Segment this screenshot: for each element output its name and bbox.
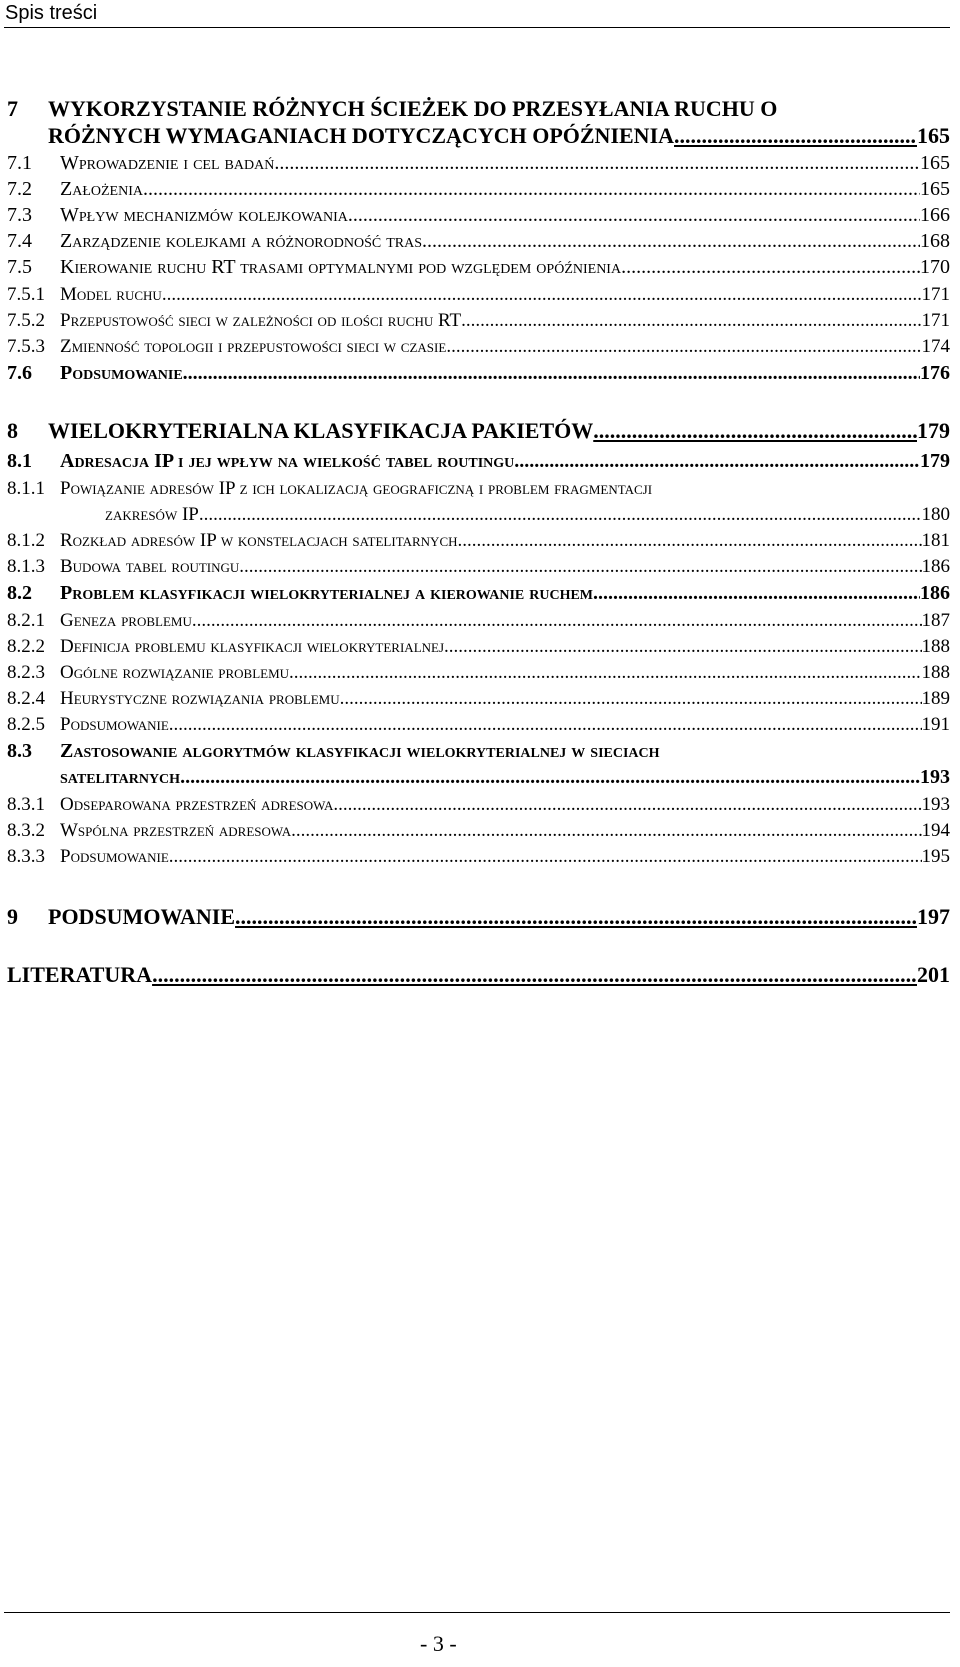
toc-number: 9 [7, 904, 18, 929]
toc-number: 8.3 [7, 740, 32, 762]
toc-title: Heurystyczne rozwiązania problemu [60, 688, 340, 709]
toc-leader [422, 228, 920, 254]
toc-number: 8.2 [7, 582, 32, 604]
toc-number: 8.3.3 [7, 846, 45, 867]
toc-title: Wprowadzenie i cel badań [60, 152, 275, 174]
toc-leader [674, 121, 917, 151]
toc-entry-literatura[interactable] [0, 960, 960, 990]
toc-page: 188 [921, 662, 950, 683]
toc-title: LITERATURA [7, 962, 153, 987]
toc-number: 8 [7, 418, 18, 443]
toc-title: Zarządzenie kolejkami a różnorodność tras [60, 230, 422, 252]
toc-page: 174 [921, 336, 950, 357]
toc-page: 179 [920, 450, 950, 472]
toc-leader [621, 254, 920, 280]
toc-number: 7.6 [7, 362, 32, 384]
toc-number: 8.2.2 [7, 636, 45, 657]
toc-page: 201 [917, 962, 950, 987]
toc-title: Rozkład adresów IP w konstelacjach satelitarnych [60, 530, 458, 551]
toc-number: 7.5.3 [7, 336, 45, 357]
toc-title: Geneza problemu [60, 610, 192, 631]
toc-leader [333, 792, 921, 818]
toc-number: 8.2.3 [7, 662, 45, 683]
toc-page: 166 [920, 204, 950, 226]
toc-title: Zmienność topologii i przepustowości sieci w czasie [60, 336, 447, 357]
toc-number: 8.3.2 [7, 820, 45, 841]
toc-leader [291, 818, 921, 844]
toc-entry-9[interactable] [0, 902, 960, 932]
toc-title: Kierowanie ruchu RT trasami optymalnymi pod względem opóźnienia [60, 256, 622, 278]
toc-leader [180, 764, 920, 790]
toc-leader [199, 502, 922, 528]
toc-page: 191 [921, 714, 950, 735]
toc-leader [593, 416, 917, 446]
toc-leader [348, 202, 920, 228]
toc-leader [162, 282, 922, 308]
toc-page: 186 [921, 556, 950, 577]
toc-title: Odseparowana przestrzeń adresowa [60, 794, 334, 815]
toc-leader [444, 634, 921, 660]
toc-page: 195 [921, 846, 950, 867]
toc-page: 165 [920, 178, 950, 200]
toc-page: 194 [921, 820, 950, 841]
toc-leader [183, 360, 920, 386]
toc-title: Definicja problemu klasyfikacji wielokryterialnej [60, 636, 445, 657]
toc-leader [458, 528, 922, 554]
toc-leader [143, 176, 920, 202]
toc-leader [514, 448, 920, 474]
toc-number: 7.2 [7, 178, 32, 200]
toc-page: 168 [920, 230, 950, 252]
toc-page: 187 [921, 610, 950, 631]
toc-number: 8.2.5 [7, 714, 45, 735]
toc-page: 176 [920, 362, 950, 384]
toc-entry-8-2[interactable] [0, 580, 960, 610]
toc-page: 170 [920, 256, 950, 278]
toc-number: 8.1 [7, 450, 32, 472]
toc-number: 8.2.1 [7, 610, 45, 631]
toc-title: satelitarnych [60, 766, 181, 788]
toc-leader [461, 308, 921, 334]
toc-leader [192, 608, 922, 634]
toc-leader [593, 580, 920, 606]
toc-title: Podsumowanie [60, 714, 169, 735]
toc-page: 193 [920, 766, 950, 788]
toc-title: Budowa tabel routingu [60, 556, 240, 577]
toc-entry-7[interactable] [0, 94, 960, 124]
toc-leader [289, 660, 921, 686]
toc-entry-7-6[interactable] [0, 360, 960, 390]
toc-title: PODSUMOWANIE [48, 904, 236, 929]
toc-number: 7.4 [7, 230, 32, 252]
toc-title: Założenia [60, 178, 143, 200]
toc-page: 188 [921, 636, 950, 657]
toc-number: 7.5 [7, 256, 32, 278]
toc-page: 171 [921, 310, 950, 331]
toc-number: 8.3.1 [7, 794, 45, 815]
toc-leader [340, 686, 922, 712]
toc-title: Podsumowanie [60, 846, 169, 867]
toc-number: 8.1.2 [7, 530, 45, 551]
page-header-title: Spis treści [5, 2, 98, 24]
toc-title: Problem klasyfikacji wielokryterialnej a kierowanie ruchem [60, 582, 594, 604]
toc-number: 7.3 [7, 204, 32, 226]
toc-leader [169, 844, 922, 870]
toc-entry-8-3-3[interactable] [0, 844, 960, 874]
toc-number: 7.5.2 [7, 310, 45, 331]
toc-page: 165 [920, 152, 950, 174]
toc-number: 7.5.1 [7, 284, 45, 305]
toc-title: Wspólna przestrzeń adresowa [60, 820, 292, 841]
toc-page: 197 [917, 904, 950, 929]
toc-entry-7-cont[interactable] [0, 121, 960, 151]
toc-entry-7-5[interactable] [0, 254, 960, 284]
toc-title: WYKORZYSTANIE RÓŻNYCH ŚCIEŻEK DO PRZESYŁANIA RUCHU O [48, 96, 778, 121]
toc-page: 189 [921, 688, 950, 709]
toc-page: 179 [917, 418, 950, 443]
toc-title: Adresacja IP i jej wpływ na wielkość tabel routingu [60, 450, 515, 472]
toc-page: 180 [921, 504, 950, 525]
toc-number: 8.1.1 [7, 478, 45, 499]
toc-title: Powiązanie adresów IP z ich lokalizacją geograficzną i problem fragmentacji [60, 478, 653, 499]
toc-leader [446, 334, 921, 360]
toc-number: 8.1.3 [7, 556, 45, 577]
toc-page: 165 [917, 123, 950, 148]
toc-leader [235, 902, 917, 932]
toc-page: 171 [921, 284, 950, 305]
toc-title: RÓŻNYCH WYMAGANIACH DOTYCZĄCYCH OPÓŹNIENIA [48, 123, 675, 148]
toc-title: Przepustowość sieci w zależności od ilości ruchu RT [60, 310, 462, 331]
page-number: - 3 - [420, 1631, 457, 1656]
toc-title: Ogólne rozwiązanie problemu [60, 662, 290, 683]
toc-title: Model ruchu [60, 284, 162, 305]
toc-title: Zastosowanie algorytmów klasyfikacji wielokryterialnej w sieciach [60, 740, 660, 762]
toc-number: 7 [7, 96, 18, 121]
toc-title: Podsumowanie [60, 362, 183, 384]
toc-title: Wpływ mechanizmów kolejkowania [60, 204, 348, 226]
toc-title: zakresów IP [105, 504, 199, 525]
toc-leader [152, 960, 917, 990]
toc-number: 7.1 [7, 152, 32, 174]
toc-leader [274, 150, 920, 176]
toc-page: 181 [921, 530, 950, 551]
toc-leader [239, 554, 921, 580]
toc-leader [169, 712, 922, 738]
toc-page: 186 [920, 582, 950, 604]
toc-page: 193 [921, 794, 950, 815]
toc-title: WIELOKRYTERIALNA KLASYFIKACJA PAKIETÓW [48, 418, 594, 443]
toc-entry-8[interactable] [0, 416, 960, 446]
toc-entry-8-1[interactable] [0, 448, 960, 478]
toc-entry-8-3-cont[interactable] [0, 764, 960, 794]
footer-rule [4, 1612, 950, 1613]
toc-number: 8.2.4 [7, 688, 45, 709]
